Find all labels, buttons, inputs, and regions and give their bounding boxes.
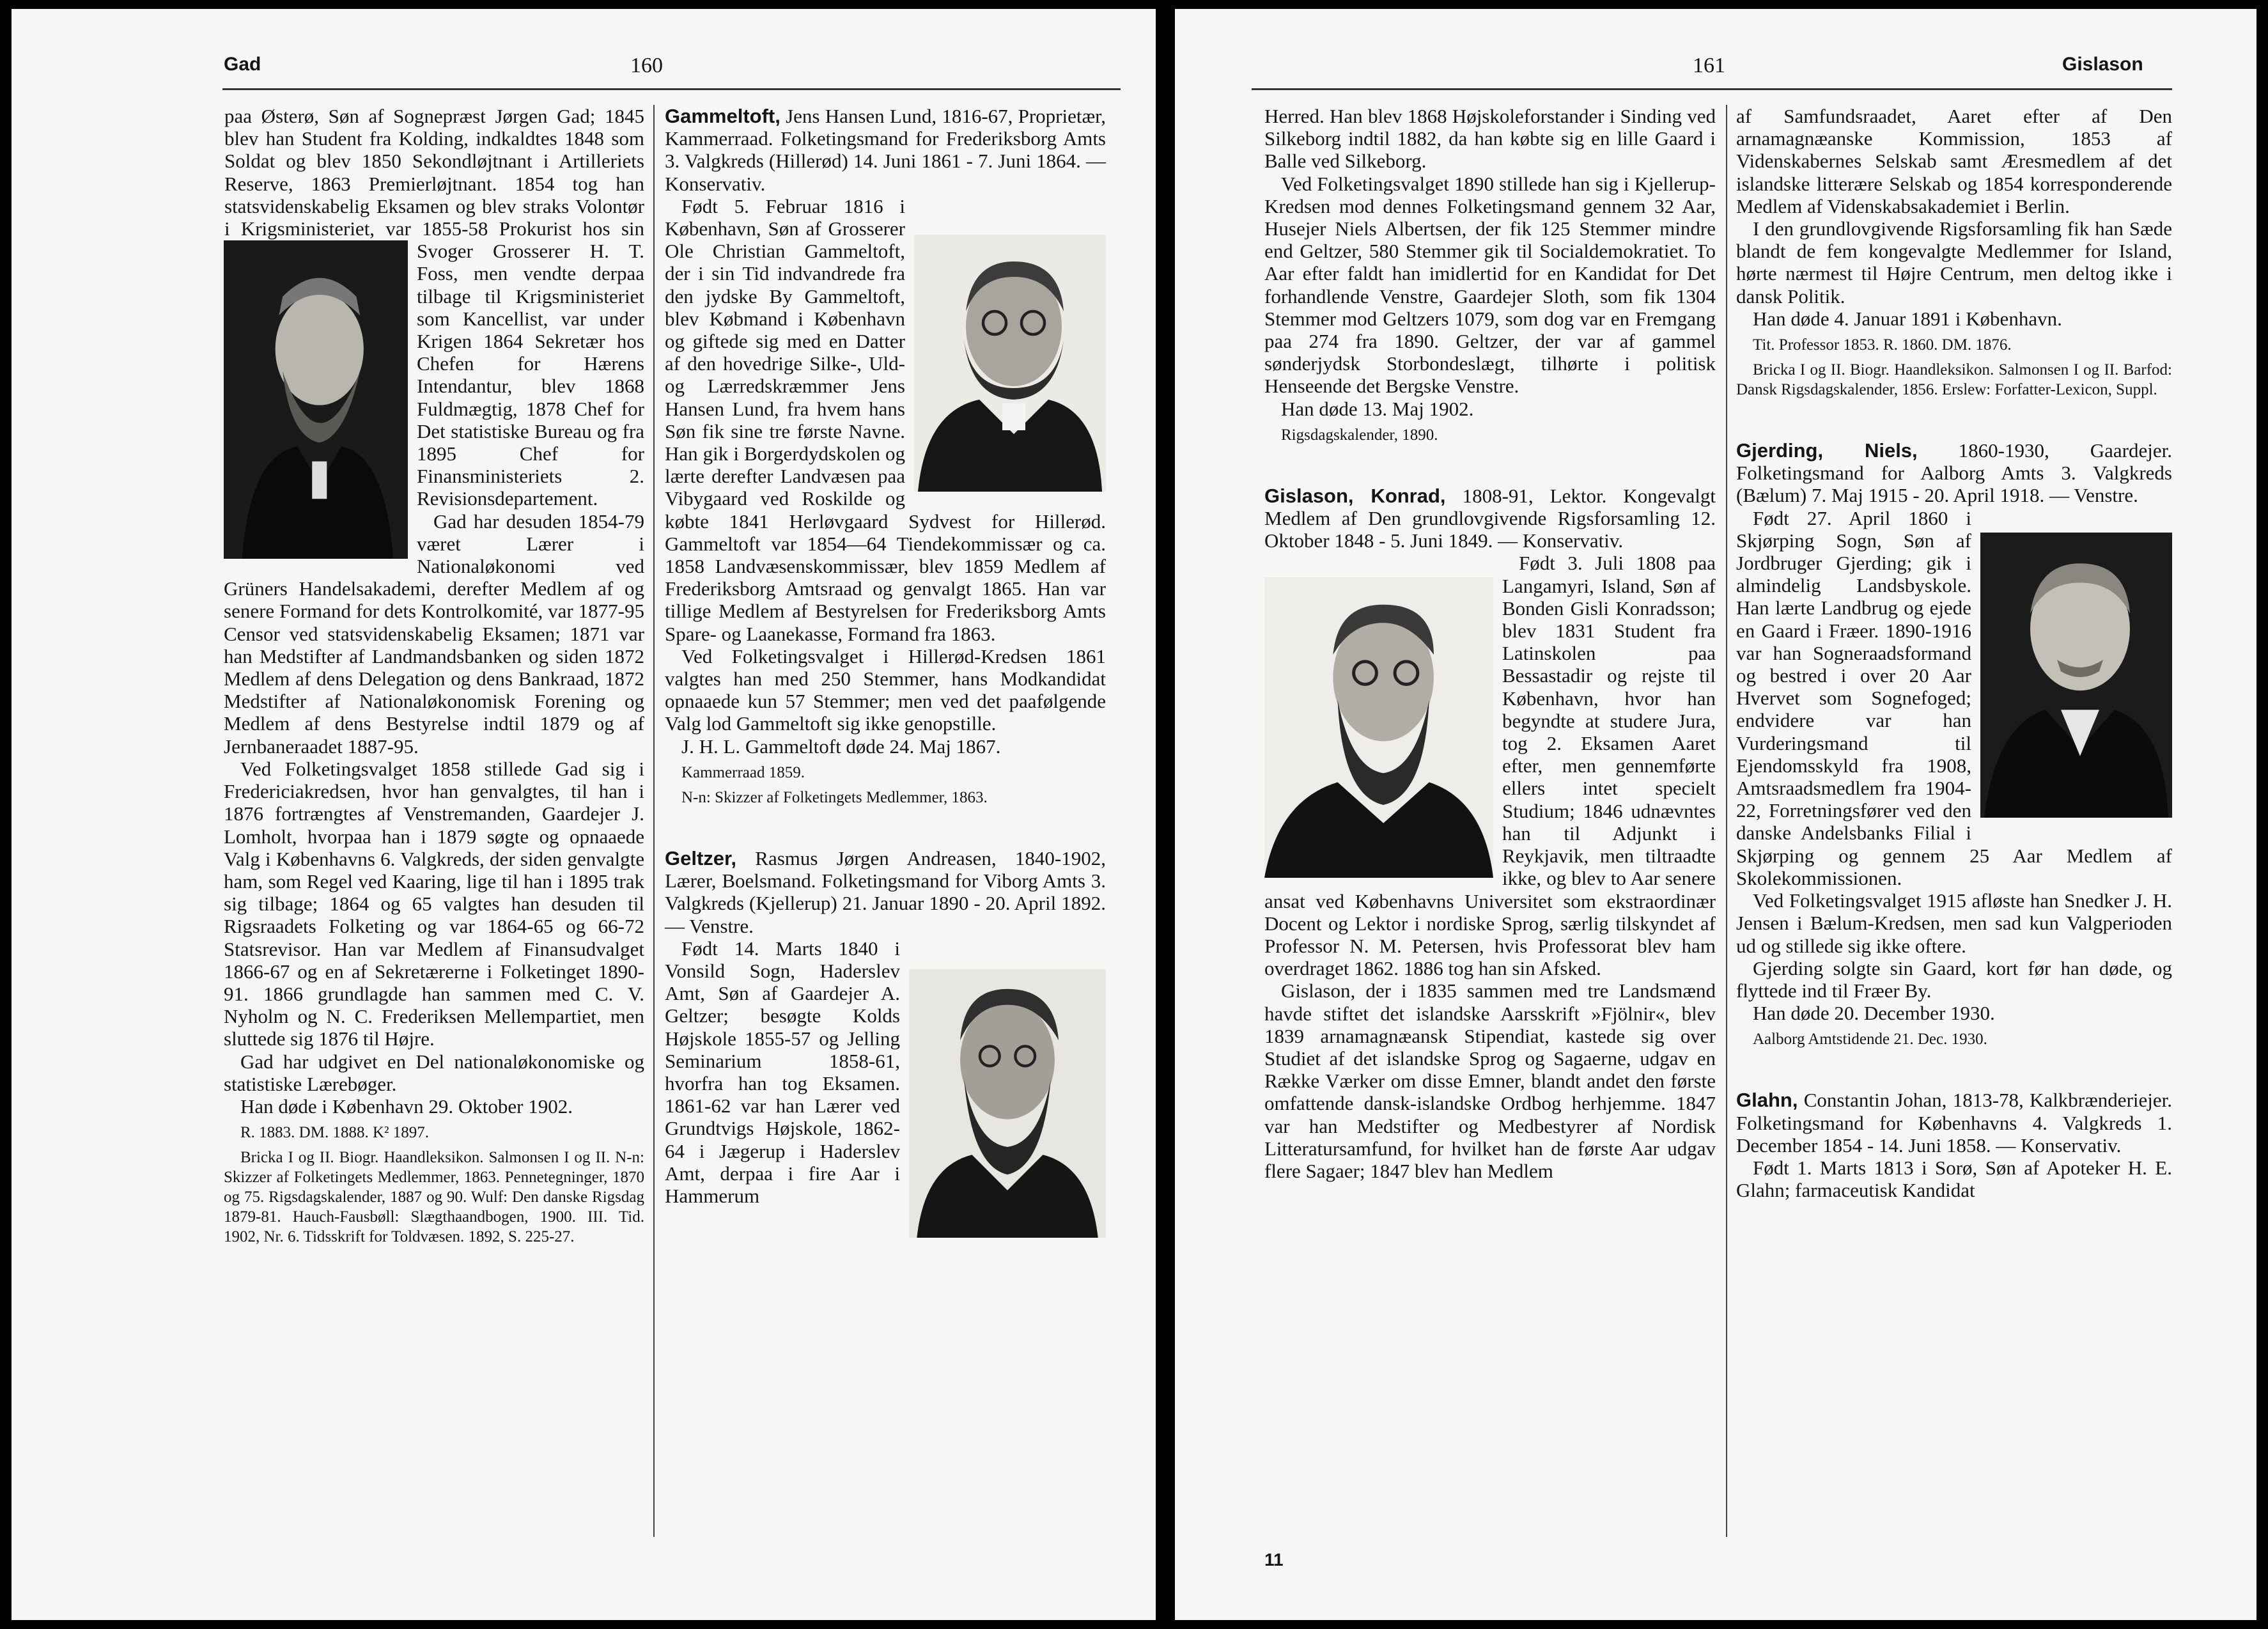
gislason-paragraph-2: Gislason, der i 1835 sammen med tre Landsmænd havde stiftet det islandske Aarsskrift »Fjölnir«, blev 1839 arnamagnæansk Stipendiat, kastede sig over Studiet af det islandske Sprog og Sagaerne, udgav en Række Værker om disse Emner, blandt andet den første omfattende dansk-islandske Ordbog herhjemme. 1847 var han Medstifter og Medbestyrer af Nordisk Litteratursamfund, for hvilket han de første Aar udgav flere Sagaer; 1847 blev han Medlem xyxy=(1264,979,1716,1182)
gammeltoft-name: Gammeltoft, xyxy=(665,105,781,127)
gad-text-start xyxy=(224,105,644,510)
gjerding-sources: Aalborg Amtstidende 21. Dec. 1930. xyxy=(1753,1031,1987,1048)
column-rule-right xyxy=(1726,105,1727,1537)
gammeltoft-paragraph-1: Født 5. Februar 1816 i København, Søn af Grosserer Ole Christian Gammeltoft, der i sin Tid indvandrede fra den jydske By Gammeltoft, blev Købmand i København og giftede sig med en Datter af den hovedrige Silke-, Uld- og Lærredskræmmer Jens Hansen Lund, fra hvem hans Søn fik sine tre første Navne. Han gik i Borgerdydskolen og lærte derefter Landvæsen paa Vibygaard ved Roskilde og købte 1841 Herløvgaard Sydvest for Hillerød. Gammeltoft var 1854—64 Tiendekommissær og ca. 1858 Landvæsenskommissær, blev 1859 Medlem af Frederiksborg Amtsraad og genvalgt 1865. Han var tillige Medlem af Bestyrelsen for Frederiksborg Amts Spare- og Laanekasse, Formand fra 1863. xyxy=(665,194,1106,645)
gjerding-paragraph-3: Gjerding solgte sin Gaard, kort før han døde, og flyttede ind til Fræer By. xyxy=(1736,956,2172,1002)
running-head-left: Gad xyxy=(224,54,261,75)
geltzer-sources: Rigsdagskalender, 1890. xyxy=(1281,426,1438,444)
gammeltoft-honours: Kammerraad 1859. xyxy=(681,763,805,781)
geltzer-intro: Rasmus Jørgen Andreasen, 1840-1902, Lærer, Boelsmand. Folketingsmand for Viborg Amts 3. Valgkreds (Kjellerup) 21. Januar 1890 - 20. April 1892. — Venstre. xyxy=(665,846,1106,937)
portrait-gammeltoft-icon xyxy=(914,235,1106,492)
page-number-left: 160 xyxy=(630,54,663,77)
glahn-name: Glahn, xyxy=(1736,1089,1798,1112)
gammeltoft-sources: N-n: Skizzer af Folketingets Medlemmer, 1863. xyxy=(681,788,988,806)
glahn-heading xyxy=(1736,1089,2172,1157)
running-head-right: Gislason xyxy=(2062,54,2143,75)
portrait-gjerding-icon xyxy=(1980,533,2172,818)
right-page xyxy=(1175,9,2256,1620)
portrait-gad-icon xyxy=(224,240,408,559)
gjerding-name: Gjerding, Niels, xyxy=(1736,439,1918,462)
gislason-paragraph-1: Født 3. Juli 1808 paa Langamyri, Island, Søn af Bonden Gisli Konradsson; blev 1831 Student fra Latinskolen paa Bessastadir og rejste til København, hvor han begyndte at studere Jura, tog 2. Eksamen Aaret efter, men gennemførte ellers intet specielt Studium; 1846 udnævntes han til Adjunkt i Reykjavik, men tiltraadte ikke, og blev to Aar senere ansat ved Københavns Universitet som ekstraordinær Docent og Lektor i nordiske Sprog, særlig tilskyndet af Professor N. M. Petersen, hvis Professorat blev ham overdraget 1862. 1886 tog han sin Afsked. xyxy=(1264,552,1716,980)
gad-sources: Bricka I og II. Biogr. Haandleksikon. Salmonsen I og II. N-n: Skizzer af Folketingets Medlemmer, 1863. Pennetegninger, 1870 og 75. Rigsdagskalender, 1887 og 90. Wulf: Den danske Rigsdag 1879-81. Hauch-Fausbøll: Slægthaandbogen, 1900. III. Tid. 1902, Nr. 6. Tidsskrift for Toldvæsen. 1892, S. 225-27. xyxy=(224,1149,644,1246)
gislason-paragraph-4: I den grundlovgivende Rigsforsamling fik han Sæde blandt de fem kongevalgte Medlemmer for Island, hørte nærmest til Højre Centrum, men deltog ikke i dansk Politik. xyxy=(1736,217,2172,308)
gislason-honours: Tit. Professor 1853. R. 1860. DM. 1876. xyxy=(1753,336,2012,354)
gammeltoft-heading xyxy=(665,105,1106,195)
gad-paragraph-4: Gad har udgivet en Del nationaløkonomiske og statistiske Lærebøger. xyxy=(224,1050,644,1095)
left-page xyxy=(12,9,1156,1620)
geltzer-heading xyxy=(665,847,1106,937)
gislason-sources: Bricka I og II. Biogr. Haandleksikon. Salmonsen I og II. Barfod: Dansk Rigsdagskalender, 1856. Erslew: Forfatter-Lexicon, Suppl. xyxy=(1736,361,2172,399)
portrait-gislason-icon xyxy=(1264,577,1493,878)
geltzer-paragraph-1: Født 14. Marts 1840 i Vonsild Sogn, Haderslev Amt, Søn af Gaardejer A. Geltzer; besøgte Kolds Højskole 1855-57 og Jelling Seminarium 1858-61, hvorfra han tog Eksamen. 1861-62 var han Lærer ved Grundtvigs Højskole, 1862-64 i Jægerup i Haderslev Amt, derpaa i fire Aar i Hammerum xyxy=(665,937,900,1207)
gjerding-death: Han døde 20. December 1930. xyxy=(1753,1002,1995,1025)
gislason-death: Han døde 4. Januar 1891 i København. xyxy=(1753,307,2062,330)
geltzer-paragraph-2: Herred. Han blev 1868 Højskoleforstander i Sinding ved Silkeborg indtil 1882, da han købte sig en lille Gaard i Balle ved Silkeborg. xyxy=(1264,105,1716,173)
gjerding-heading xyxy=(1736,439,2172,507)
gammeltoft-paragraph-2: Ved Folketingsvalget i Hillerød-Kredsen 1861 valgtes han med 250 Stemmer, hans Modkandidat opnaaede kun 57 Stemmer; men ved det paafølgende Valg lod Gammeltoft sig ikke genopstille. xyxy=(665,644,1106,735)
left-col-1 xyxy=(224,105,644,1247)
gjerding-paragraph-2: Ved Folketingsvalget 1915 afløste han Snedker J. H. Jensen i Bælum-Kredsen, men sad kun Valgperioden ud og stillede sig ikke oftere. xyxy=(1736,889,2172,957)
right-col-2 xyxy=(1736,105,2172,1201)
portrait-geltzer-icon xyxy=(909,969,1106,1238)
gislason-heading xyxy=(1264,485,1716,552)
gad-death: Han døde i København 29. Oktober 1902. xyxy=(240,1095,573,1118)
gad-honours: R. 1883. DM. 1888. K² 1897. xyxy=(240,1124,430,1142)
gad-paragraph-2: Gad har desuden 1854-79 været Lærer i Nationaløkonomi ved Grüners Handelsakademi, derefter Medlem af og senere Formand for dets Kontrolkomité, var 1877-95 Censor ved statsvidenskabelig Eksamen; 1871 var han Medstifter af Landmandsbanken og siden 1872 Medlem af dens Delegation og dens Bankraad, 1872 Medstifter af Nationaløkonomisk Forening og Medlem af dens Bestyrelse indtil 1879 og af Jernbaneraadet 1887-95. xyxy=(224,510,644,758)
glahn-paragraph-1: Født 1. Marts 1813 i Sorø, Søn af Apoteker H. E. Glahn; farmaceutisk Kandidat xyxy=(1736,1156,2172,1202)
gislason-intro: 1808-91, Lektor. Kongevalgt Medlem af Den grundlovgivende Rigsforsamling 12. Oktober 1848 - 5. Juni 1849. — Konservativ. xyxy=(1264,484,1716,552)
header-rule-right xyxy=(1252,88,2172,90)
geltzer-death: Han døde 13. Maj 1902. xyxy=(1281,397,1474,420)
signature-mark: 11 xyxy=(1264,1550,1284,1570)
geltzer-paragraph-3: Ved Folketingsvalget 1890 stillede han sig i Kjellerup-Kredsen mod dennes Folketingsmand gennem 32 Aar, Husejer Niels Albertsen, der fik 125 Stemmer mindre end Geltzer, 580 Stemmer gik til Socialdemokratiet. To Aar efter faldt han imidlertid for en Kandidat for Det forhandlende Venstre, Gaardejer Sloth, som fik 1304 Stemmer mod Geltzers 1079, som dog var en Fremgang paa 274 fra 1890. Geltzer, der var af gammel sønderjydsk Storbondeslægt, tilhørte i politisk Henseende det Bergske Venstre. xyxy=(1264,172,1716,398)
column-rule-left xyxy=(653,105,655,1537)
gammeltoft-death: J. H. L. Gammeltoft døde 24. Maj 1867. xyxy=(681,735,1001,758)
gislason-paragraph-3: af Samfundsraadet, Aaret efter af Den arnamagnæanske Kommission, 1853 af Videnskabernes Selskab samt Æresmedlem af det islandske litterære Selskab og 1854 korresponderende Medlem af Videnskabsakademiet i Berlin. xyxy=(1736,105,2172,217)
page-number-right: 161 xyxy=(1693,54,1725,77)
header-rule xyxy=(222,88,1121,90)
left-col-2 xyxy=(665,105,1106,1243)
gislason-name: Gislason, Konrad, xyxy=(1264,484,1446,507)
gjerding-intro: 1860-1930, Gaardejer. Folketingsmand for Aalborg Amts 3. Valgkreds (Bælum) 7. Maj 1915 - 20. April 1918. — Venstre. xyxy=(1736,439,2172,507)
gad-paragraph-3: Ved Folketingsvalget 1858 stillede Gad sig i Fredericiakredsen, hvor han genvalgtes, til han i 1876 fortrængtes af Venstremanden, Gaardejer J. Lomholt, hvorpaa han i 1879 søgte og opnaaede Valg i Københavns 6. Valgkreds, der siden genvalgte ham, som Regel ved Kaaring, lige til han i 1895 trak sig tilbage; 1864 og 65 valgtes han desuden til Rigsraadets Folketing og var 1864-65 og 66-72 Statsrevisor. Han var Medlem af Finansudvalget 1866-67 og en af Sekretærerne i Folketinget 1890-91. 1866 grundlagde han sammen med C. V. Nyholm og N. C. Frederiksen Mellempartiet, men sluttede sig 1876 til Højre. xyxy=(224,757,644,1050)
right-col-1 xyxy=(1264,105,1716,1182)
geltzer-name: Geltzer, xyxy=(665,846,736,869)
gjerding-paragraph-1: Født 27. April 1860 i Skjørping Sogn, Søn af Jordbruger Gjerding; gik i almindelig Landsbyskole. Han lærte Landbrug og ejede en Gaard i Fræer. 1890-1916 var han Sogneraadsformand og bestred i over 20 Aar Hvervet som Sognefoged; endvidere var han Vurderingsmand til Ejendomsskyld fra 1908, Amtsraadsmedlem fra 1904-22, Forretningsfører ved den danske Andelsbanks Filial i Skjørping og gennem 25 Aar Medlem af Skolekommissionen. xyxy=(1736,506,2172,889)
gad-paragraph-1: paa Østerø, Søn af Sognepræst Jørgen Gad; 1845 blev han Student fra Kolding, indkaldtes 1848 som Soldat og blev 1850 Sekondløjtnant i Artilleriets Reserve, 1863 Premierløjtnant. 1854 tog han statsvidenskabelig Eksamen og blev straks Volontør i Krigsministeriet, var 1855-58 Prokurist hos sin Svoger Grosserer H. T. Foss, men vendte derpaa tilbage til Krigsministeriet som Kancellist, var under Krigen 1864 Sekretær hos Chefen for Hærens Intendantur, blev 1868 Fuldmægtig, 1878 Chef for Det statistiske Bureau og fra 1895 Chef for Finansministeriets 2. Revisionsdepartement. xyxy=(224,105,644,510)
glahn-intro: Constantin Johan, 1813-78, Kalkbrænderiejer. Folketingsmand for Københavns 4. Valgkreds 1. December 1854 - 14. Juni 1858. — Konservativ. xyxy=(1736,1089,2172,1157)
gammeltoft-intro: Jens Hansen Lund, 1816-67, Proprietær, Kammerraad. Folketingsmand for Frederiksborg Amts 3. Valgkreds (Hillerød) 14. Juni 1861 - 7. Juni 1864. — Konservativ. xyxy=(665,105,1106,195)
